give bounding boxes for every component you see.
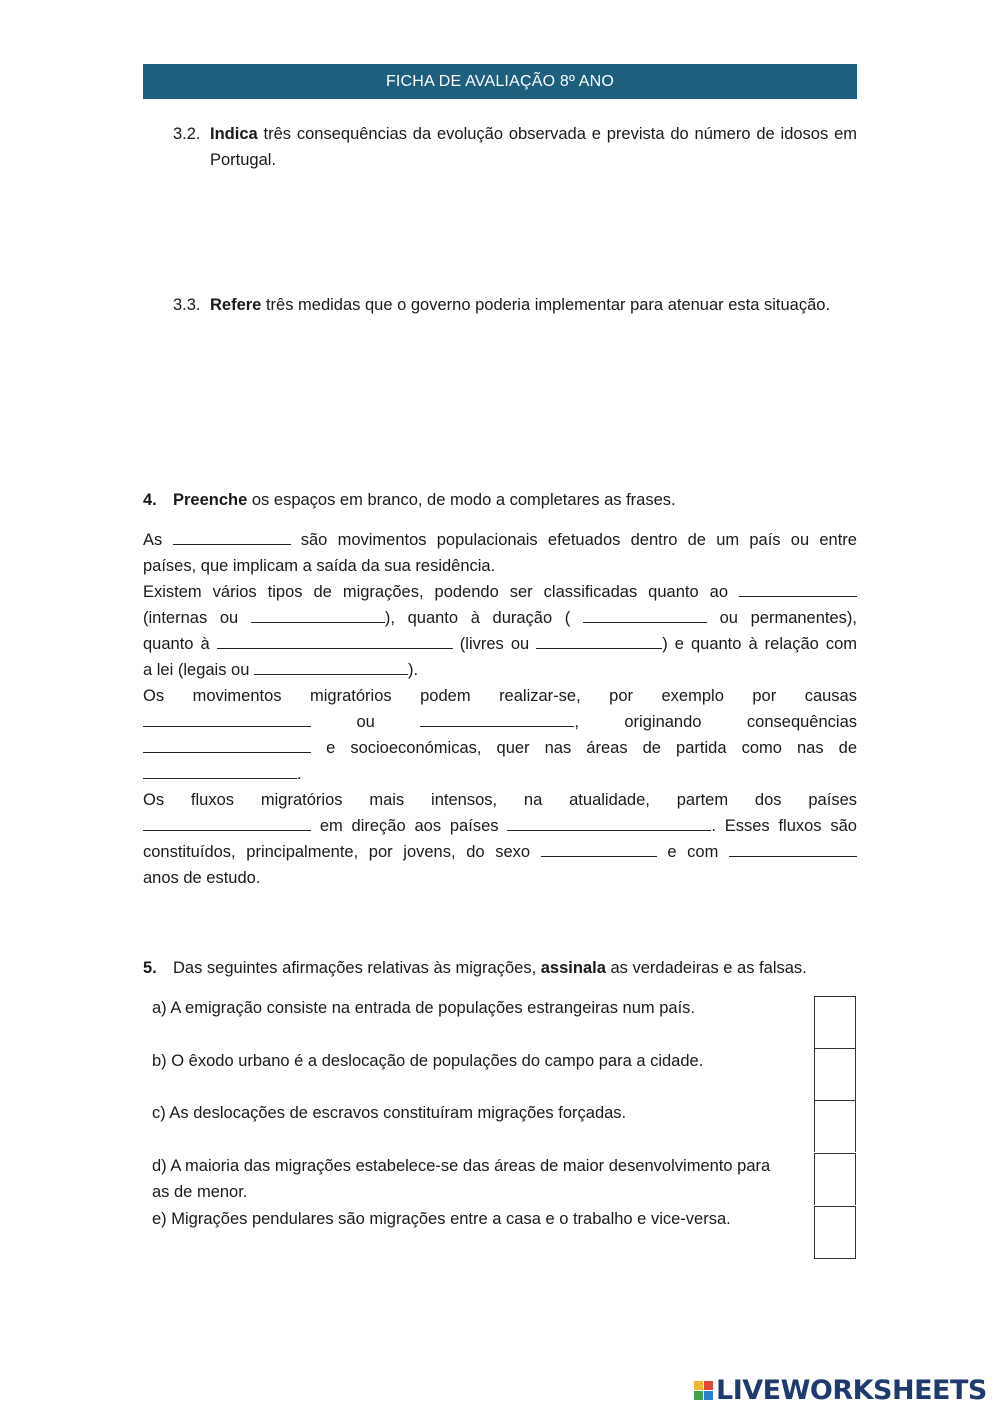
blank-field[interactable] — [739, 579, 857, 597]
text-line — [143, 579, 857, 605]
question-3-2 — [173, 121, 857, 173]
text-fragment: . Esses fluxos são — [711, 817, 857, 835]
text-fragment: . — [297, 765, 302, 783]
brand-wordmark: LIVEWORKSHEETS — [716, 1374, 987, 1406]
text-line: Os fluxos migratórios mais intensos, na atualidade, partem dos países — [143, 791, 857, 809]
text-fragment: quanto à — [143, 635, 210, 653]
text-fragment: (internas ou — [143, 609, 239, 627]
blank-field[interactable] — [173, 527, 291, 545]
text-fragment: ), quanto à duração ( — [384, 609, 571, 627]
text-line: Os movimentos migratórios podem realizar-se, por exemplo por causas — [143, 687, 857, 705]
question-text — [210, 121, 857, 173]
question-prompt: os espaços em branco, de modo a completares as frases. — [247, 491, 676, 509]
question-4 — [143, 487, 857, 513]
text-line — [143, 527, 857, 553]
question-prompt: as verdadeiras e as falsas. — [605, 959, 807, 977]
text-fragment: em direção aos países — [319, 817, 499, 835]
worksheet-header: FICHA DE AVALIAÇÃO 8º ANO — [143, 64, 857, 99]
question-number: 4. — [143, 491, 157, 509]
statement-c: c) As deslocações de escravos constituíram migrações forçadas. — [152, 1104, 627, 1122]
blank-field[interactable] — [217, 631, 453, 649]
question-5 — [143, 955, 857, 981]
answer-box-c[interactable] — [814, 1100, 856, 1152]
text-fragment: ou — [356, 713, 375, 731]
logo-tile — [694, 1391, 703, 1400]
text-line — [143, 605, 857, 631]
text-fragment: As — [143, 531, 163, 549]
question-prompt: três consequências da evolução observada e prevista do número de idosos em Portugal. — [210, 125, 857, 169]
text-line — [143, 735, 857, 761]
logo-tile — [704, 1381, 713, 1390]
text-fragment: e com — [667, 843, 719, 861]
text-line — [143, 631, 857, 657]
text-fragment: são movimentos populacionais efetuados dentro de um país ou entre — [300, 531, 857, 549]
blank-field[interactable] — [143, 735, 311, 753]
text-line — [143, 657, 857, 683]
text-fragment: e socioeconómicas, quer nas áreas de partida como nas de — [326, 739, 857, 757]
text-line — [143, 813, 857, 839]
question-verb: assinala — [540, 959, 606, 977]
answer-box-d[interactable] — [814, 1153, 856, 1205]
statement-b: b) O êxodo urbano é a deslocação de populações do campo para a cidade. — [152, 1052, 704, 1070]
question-text — [210, 292, 857, 318]
blank-field[interactable] — [507, 813, 711, 831]
question-number: 3.2. — [173, 125, 201, 143]
statement-e: e) Migrações pendulares são migrações entre a casa e o trabalho e vice-versa. — [152, 1210, 731, 1228]
blank-field[interactable] — [536, 631, 662, 649]
liveworksheets-logo-icon — [694, 1381, 713, 1400]
text-fragment: ). — [408, 661, 419, 679]
blank-field[interactable] — [729, 839, 857, 857]
question-prompt: três medidas que o governo poderia implementar para atenuar esta situação. — [261, 296, 831, 314]
answer-box-b[interactable] — [814, 1048, 856, 1100]
question-number: 3.3. — [173, 296, 201, 314]
text-fragment: Existem vários tipos de migrações, podendo ser classificadas quanto ao — [143, 583, 728, 601]
text-line: países, que implicam a saída da sua residência. — [143, 557, 496, 575]
fill-paragraph-1 — [143, 527, 857, 891]
blank-field[interactable] — [583, 605, 707, 623]
blank-field[interactable] — [143, 813, 311, 831]
text-fragment: (livres ou — [459, 635, 530, 653]
text-line — [143, 839, 857, 865]
blank-field[interactable] — [251, 605, 385, 623]
statement-a: a) A emigração consiste na entrada de populações estrangeiras num país. — [152, 999, 696, 1017]
text-line — [143, 761, 857, 787]
text-line — [143, 709, 857, 735]
text-fragment: constituídos, principalmente, por jovens, do sexo — [143, 843, 531, 861]
answer-box-e[interactable] — [814, 1206, 856, 1259]
logo-tile — [694, 1381, 703, 1390]
question-3-3 — [173, 292, 857, 318]
blank-field[interactable] — [541, 839, 657, 857]
statement-d: d) A maioria das migrações estabelece-se das áreas de maior desenvolvimento para as de menor. — [152, 1157, 771, 1201]
blank-field[interactable] — [143, 761, 297, 779]
blank-field[interactable] — [420, 709, 574, 727]
question-verb: Preenche — [173, 491, 248, 509]
text-fragment: a lei (legais ou — [143, 661, 250, 679]
question-number: 5. — [143, 959, 157, 977]
text-fragment: , originando consequências — [574, 713, 857, 731]
question-prompt: Das seguintes afirmações relativas às migrações, — [173, 959, 541, 977]
liveworksheets-brand — [694, 1375, 987, 1405]
logo-tile — [704, 1391, 713, 1400]
question-verb: Indica — [210, 125, 258, 143]
question-verb: Refere — [210, 296, 262, 314]
blank-field[interactable] — [143, 709, 311, 727]
blank-field[interactable] — [254, 657, 408, 675]
text-fragment: ) e quanto à relação com — [662, 635, 857, 653]
text-fragment: ou permanentes), — [719, 609, 857, 627]
answer-box-a[interactable] — [814, 996, 856, 1048]
text-line: anos de estudo. — [143, 869, 261, 887]
